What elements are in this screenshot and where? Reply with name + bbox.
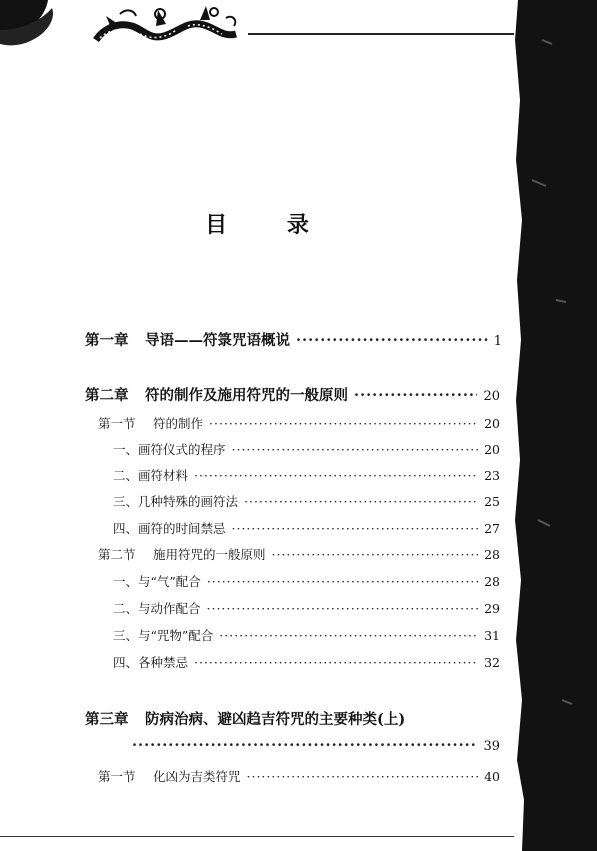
page-number: 27 — [484, 521, 500, 536]
dot-leader — [232, 521, 479, 536]
dot-leader — [194, 655, 478, 670]
page-number: 28 — [484, 547, 500, 562]
section-number: 第一节 — [98, 769, 136, 784]
toc-item — [113, 653, 500, 671]
dot-leader — [132, 737, 477, 754]
section-title: 化凶为吉类符咒 — [153, 769, 241, 784]
toc-item — [113, 440, 500, 458]
dot-leader — [296, 332, 488, 349]
page-number: 32 — [484, 655, 500, 670]
dot-leader — [207, 601, 479, 616]
section-title: 符的制作 — [153, 416, 204, 431]
page-number: 28 — [484, 574, 500, 589]
dot-leader — [244, 494, 478, 509]
dot-leader — [207, 574, 478, 589]
item-title: 四、各种禁忌 — [113, 655, 189, 670]
toc-item — [113, 599, 500, 617]
page-number: 20 — [484, 416, 500, 431]
page-number: 31 — [484, 628, 500, 643]
chapter-number: 第二章 — [85, 387, 129, 404]
footer-rule — [0, 836, 514, 837]
chapter-title: 导语——符箓咒语概说 — [145, 332, 290, 349]
page-number: 39 — [483, 739, 500, 754]
section-number: 第二节 — [98, 547, 136, 562]
toc-chapter-2 — [85, 384, 500, 405]
chapter-title: 符的制作及施用符咒的一般原则 — [145, 387, 348, 404]
item-title: 二、画符材料 — [113, 468, 189, 483]
chapter-number: 第三章 — [85, 711, 129, 728]
toc-chapter-1 — [85, 329, 502, 350]
chapter-title: 防病治病、避凶趋吉符咒的主要种类(上) — [145, 711, 406, 728]
dragon-ornament — [0, 0, 240, 60]
dot-leader — [194, 468, 478, 483]
dot-leader — [354, 387, 477, 404]
item-title: 三、几种特殊的画符法 — [113, 494, 239, 509]
item-title: 一、画符仪式的程序 — [113, 442, 226, 457]
toc-item — [113, 466, 500, 484]
item-title: 三、与“咒物”配合 — [113, 628, 214, 643]
header-rule — [248, 33, 514, 35]
toc-item — [113, 492, 500, 510]
item-title: 一、与“气”配合 — [113, 574, 201, 589]
page-title: 目 录 — [205, 212, 335, 238]
section-title: 施用符咒的一般原则 — [153, 547, 266, 562]
item-title: 四、画符的时间禁忌 — [113, 521, 226, 536]
chapter-number: 第一章 — [85, 332, 129, 349]
toc-item — [113, 572, 500, 590]
page-number: 40 — [484, 769, 500, 784]
scan-edge — [512, 0, 597, 851]
toc-section — [98, 767, 500, 785]
page-number: 29 — [484, 601, 500, 616]
dot-leader — [232, 442, 479, 457]
dot-leader — [247, 769, 479, 784]
toc-section — [98, 414, 500, 432]
section-number: 第一节 — [98, 416, 136, 431]
toc-chapter-3-leader — [132, 737, 500, 754]
dot-leader — [272, 547, 479, 562]
item-title: 二、与动作配合 — [113, 601, 201, 616]
toc-section — [98, 545, 500, 563]
toc-chapter-3 — [85, 708, 502, 729]
toc-item — [113, 626, 500, 644]
page-number: 1 — [493, 334, 502, 349]
page-number: 23 — [484, 468, 500, 483]
dot-leader — [209, 416, 478, 431]
toc-item — [113, 519, 500, 537]
page-number: 25 — [484, 494, 500, 509]
page-number: 20 — [483, 389, 500, 404]
page-number: 20 — [484, 442, 500, 457]
dot-leader — [219, 628, 478, 643]
